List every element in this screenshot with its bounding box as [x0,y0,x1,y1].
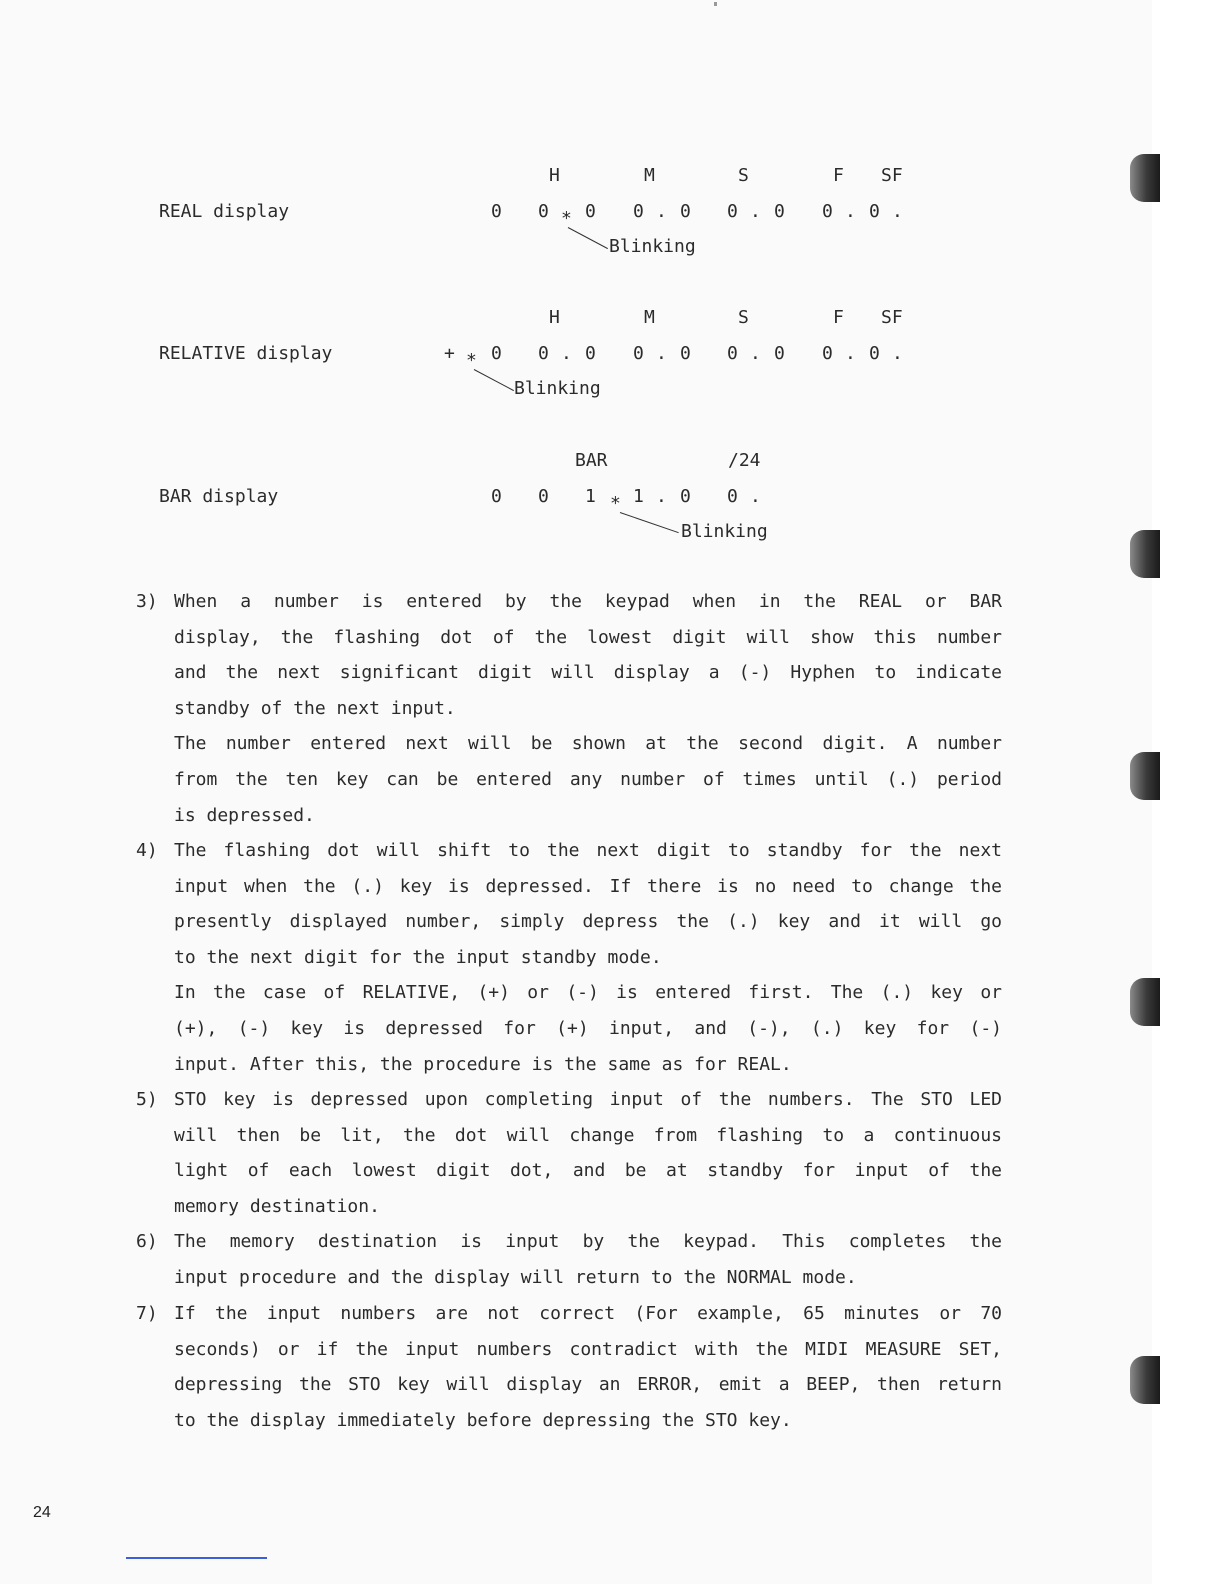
dot: . [750,486,761,507]
dot: . [892,343,903,364]
digit: 0 [491,343,502,364]
text-line: will then be lit, the dot will change from flashing to a continuous [174,1124,1002,1146]
digit: 0 [869,343,880,364]
step-3-text [174,584,1002,833]
step-number: 6) [136,1231,158,1252]
binder-hole [1130,978,1160,1026]
step-number: 7) [136,1303,158,1324]
text-line: display, the flashing dot of the lowest digit will show this number [174,626,1002,648]
digit: 0 [680,343,691,364]
text-line: memory destination. [174,1195,380,1217]
step-4-text [174,833,1002,1082]
digit: 0 [491,201,502,222]
header-sf: SF [881,165,903,186]
blink-asterisk: * [466,350,477,371]
digit: 1 [633,486,644,507]
blink-asterisk: * [561,208,572,229]
digit: 0 [727,201,738,222]
step-number: 4) [136,840,158,861]
text-line: is depressed. [174,804,315,826]
step-5-text [174,1082,1002,1224]
dot: . [845,343,856,364]
digit: 0 [538,486,549,507]
dot: . [845,201,856,222]
top-mark [714,2,717,6]
real-display-label: REAL display [159,201,290,222]
header-s: S [738,165,749,186]
text-line: If the input numbers are not correct (For example, 65 minutes or 70 [174,1303,1002,1324]
header-m: M [644,307,655,328]
page-number: 24 [33,1504,51,1521]
dot: . [750,343,761,364]
text-line: input. After this, the procedure is the same as for REAL. [174,1053,792,1075]
step-7-text [174,1296,1002,1438]
digit: 1 [585,486,596,507]
digit: 0 [585,201,596,222]
dot: . [656,343,667,364]
text-line: When a number is entered by the keypad when in the REAL or BAR [174,591,1002,612]
digit: 0 [727,343,738,364]
page-edge [1152,0,1224,1584]
step-number: 5) [136,1089,158,1110]
digit: 0 [822,201,833,222]
dot: . [892,201,903,222]
dot: . [561,343,572,364]
text-line: presently displayed number, simply depress the (.) key and it will go [174,911,1002,933]
header-f: F [833,307,844,328]
text-line: input when the (.) key is depressed. If there is no need to change the [174,875,1002,897]
text-line: STO key is depressed upon completing input of the numbers. The STO LED [174,1089,1002,1110]
text-line: to the display immediately before depressing the STO key. [174,1409,792,1431]
binder-hole [1130,530,1160,578]
digit: 0 [633,343,644,364]
blink-asterisk: * [610,493,621,514]
dot: . [656,486,667,507]
digit: 0 [680,201,691,222]
digit: 0 [538,201,549,222]
blinking-note: Blinking [609,236,696,257]
text-line: The memory destination is input by the keypad. This completes the [174,1231,1002,1252]
text-line: depressing the STO key will display an ERROR, emit a BEEP, then return [174,1374,1002,1396]
text-line: light of each lowest digit dot, and be at standby for input of the [174,1160,1002,1182]
header-s: S [738,307,749,328]
digit: 0 [869,201,880,222]
header-h: H [549,165,560,186]
digit: 0 [774,343,785,364]
text-line: from the ten key can be entered any number of times until (.) period [174,768,1002,790]
header-m: M [644,165,655,186]
bar-display-label: BAR display [159,486,279,507]
text-line: and the next significant digit will display a (-) Hyphen to indicate [174,662,1002,684]
binder-hole [1130,752,1160,800]
digit: 0 [774,201,785,222]
digit: 0 [491,486,502,507]
digit: 0 [680,486,691,507]
blinking-note: Blinking [681,521,768,542]
digit: 0 [822,343,833,364]
text-line: to the next digit for the input standby mode. [174,946,662,968]
header-h: H [549,307,560,328]
dot: . [656,201,667,222]
binder-hole [1130,154,1160,202]
blinking-note: Blinking [514,378,601,399]
text-line: standby of the next input. [174,697,456,719]
dot: . [750,201,761,222]
footer-rule [126,1557,267,1559]
sign: + [444,343,455,364]
text-line: seconds) or if the input numbers contradict with the MIDI MEASURE SET, [174,1338,1002,1360]
text-line: In the case of RELATIVE, (+) or (-) is entered first. The (.) key or [174,982,1002,1004]
header-bar: BAR [575,450,608,471]
text-line: (+), (-) key is depressed for (+) input, and (-), (.) key for (-) [174,1017,1002,1039]
step-6-text [174,1224,1002,1295]
digit: 0 [585,343,596,364]
header-f: F [833,165,844,186]
step-number: 3) [136,591,158,612]
text-line: input procedure and the display will return to the NORMAL mode. [174,1266,857,1288]
digit: 0 [727,486,738,507]
text-line: The number entered next will be shown at the second digit. A number [174,733,1002,755]
binder-hole [1130,1356,1160,1404]
header-sf: SF [881,307,903,328]
digit: 0 [538,343,549,364]
relative-display-label: RELATIVE display [159,343,333,364]
text-line: The flashing dot will shift to the next digit to standby for the next [174,840,1002,861]
header-24: /24 [728,450,761,471]
digit: 0 [633,201,644,222]
